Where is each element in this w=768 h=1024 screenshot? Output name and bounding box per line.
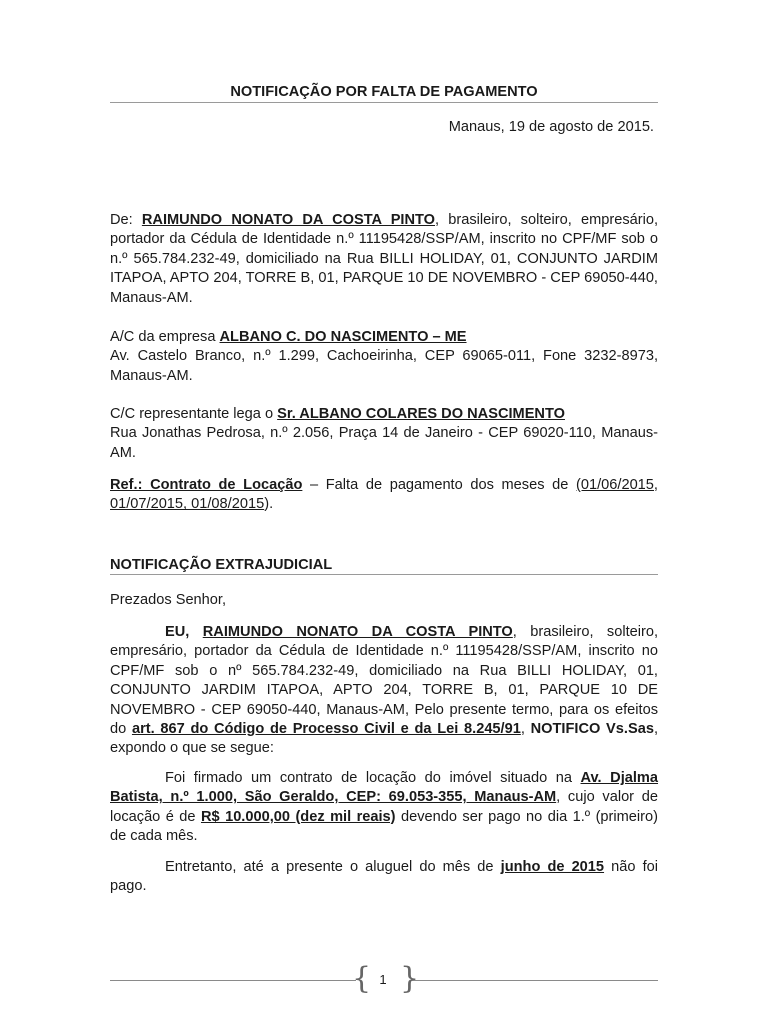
copy-address: Rua Jonathas Pedrosa, n.º 2.056, Praça 14 de Janeiro - CEP 69020-110, Manaus-AM. — [110, 425, 658, 461]
para2-value: R$ 10.000,00 (dez mil reais) — [200, 808, 396, 825]
greeting: Prezados Senhor, — [110, 592, 227, 608]
copy-block — [110, 405, 658, 463]
para1-end: , expondo o que se segue: — [110, 721, 658, 757]
sender-name: RAIMUNDO NONATO DA COSTA PINTO — [141, 212, 436, 228]
page-number: 1 — [379, 972, 387, 987]
attention-company: ALBANO C. DO NASCIMENTO – ME — [219, 329, 467, 345]
reference-label: Ref.: Contrato de Locação — [110, 477, 303, 493]
para3-start: Entretanto, até a presente o aluguel do mês de — [165, 859, 501, 875]
reference-end: ). — [264, 496, 274, 513]
document-title: NOTIFICAÇÃO POR FALTA DE PAGAMENTO — [110, 84, 658, 103]
right-brace-icon: } — [400, 961, 420, 996]
sender-details: , brasileiro, solteiro, empresário, portador da Cédula de Identidade n.º 11195428/SSP/AM, inscrito no CPF/MF sob o n.º 565.784.232-49, domiciliado na Rua BILLI HOLIDAY, 01, CONJUNTO JARDIM ITAPOA, APTO 204, TORRE B, 01, PARQUE 10 DE NOVEMBRO - CEP 69050-440, Manaus-AM. — [110, 212, 659, 306]
left-brace-icon: { — [352, 961, 372, 996]
para1-notifico: NOTIFICO Vs.Sas — [530, 721, 654, 738]
paragraph-notification — [110, 623, 658, 759]
copy-name: Sr. ALBANO COLARES DO NASCIMENTO — [277, 406, 565, 422]
para2-mid: , cujo valor de locação é de — [110, 789, 658, 825]
reference-block — [110, 476, 658, 515]
attention-prefix: A/C da empresa — [110, 329, 220, 345]
para3-month: junho de 2015 — [500, 859, 605, 875]
para2-start: Foi firmado um contrato de locação do imóvel situado na — [165, 770, 581, 786]
para1-law: art. 867 do Código de Processo Civil e da Lei 8.245/91 — [131, 721, 521, 738]
reference-text: – Falta de pagamento dos meses de — [302, 477, 577, 493]
sender-prefix: De: — [110, 212, 142, 228]
copy-prefix: C/C representante lega o — [110, 406, 278, 422]
sender-block — [110, 211, 658, 308]
footer-rule-right — [410, 980, 658, 981]
para1-name: RAIMUNDO NONATO DA COSTA PINTO — [202, 624, 513, 640]
attention-block — [110, 328, 658, 386]
para2-address: Av. Djalma Batista, n.º 1.000, São Geraldo, CEP: 69.053-355, Manaus-AM — [110, 770, 659, 806]
paragraph-unpaid — [110, 858, 658, 897]
para1-comma: , — [520, 721, 531, 738]
document-date: Manaus, 19 de agosto de 2015. — [448, 119, 654, 135]
section-title: NOTIFICAÇÃO EXTRAJUDICIAL — [110, 557, 658, 575]
para1-text: , brasileiro, solteiro, empresário, portador da Cédula de Identidade n.º 11195428/SSP/AM, inscrito no CPF/MF sob o nº 565.784.232-49, domiciliado na Rua BILLI HOLIDAY, 01, CONJUNTO JARDIM ITAPOA, APTO 204, TORRE B, 01, PARQUE 10 DE NOVEMBRO - CEP 69050-440, Manaus-AM, Pelo presente termo, para os efeitos do — [110, 624, 659, 738]
para1-eu: EU, — [165, 624, 203, 640]
para2-end: devendo ser pago no dia 1.º (primeiro) de cada mês. — [110, 808, 658, 845]
paragraph-contract — [110, 769, 658, 847]
footer-rule-left — [110, 980, 356, 981]
para3-end: não foi pago. — [110, 859, 658, 895]
attention-address: Av. Castelo Branco, n.º 1.299, Cachoeirinha, CEP 69065-011, Fone 3232-8973, Manaus-AM. — [110, 348, 658, 384]
reference-months: (01/06/2015, 01/07/2015, 01/08/2015 — [110, 477, 658, 513]
